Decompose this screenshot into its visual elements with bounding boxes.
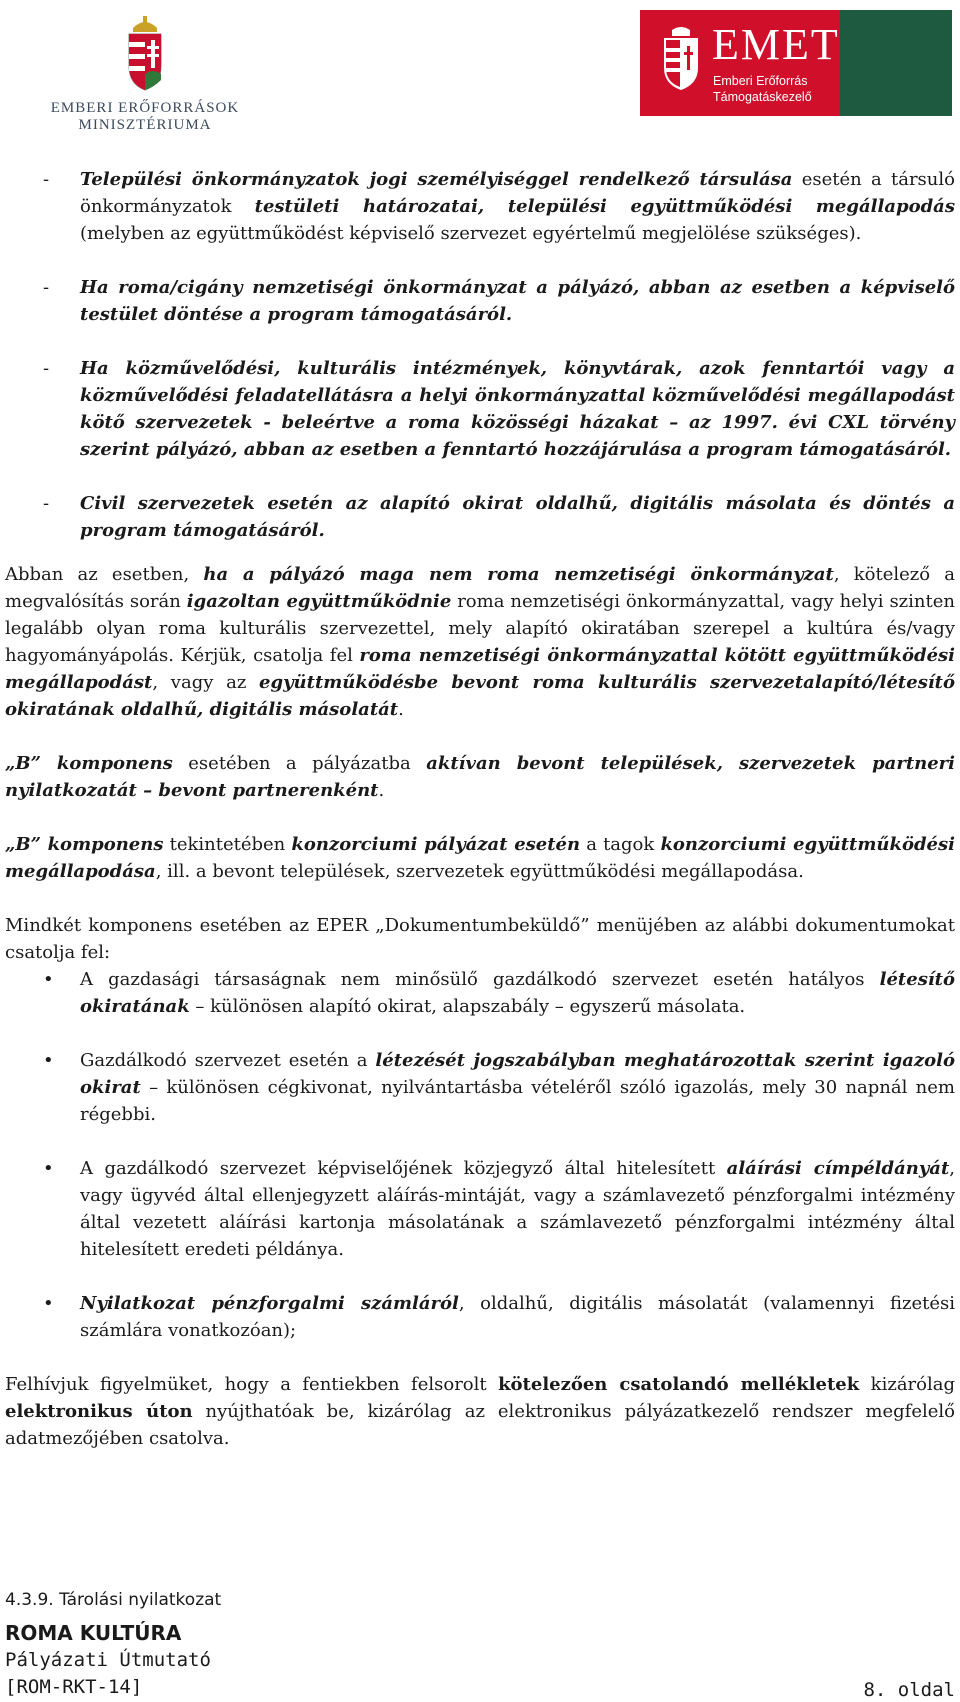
paragraph-electronic-submission: [5, 1371, 955, 1452]
dash-item-civil: [5, 490, 955, 544]
p1-f: roma nemzetiségi önkormányzattal kötött együttműködési megállapodást: [5, 645, 955, 693]
bullet-item-signature-specimen: [5, 1155, 955, 1263]
b2-a: Gazdálkodó szervezet esetén a: [80, 1050, 376, 1071]
document-body: [5, 166, 955, 1452]
document-type: Pályázati Útmutató: [5, 1649, 211, 1671]
p2-b: esetében a pályázatba: [172, 753, 427, 774]
page-footer: [5, 1590, 955, 1701]
d1-text-2: (melyben az együttműködést képviselő szervezet egyértelmű megjelölése szükséges).: [80, 223, 862, 244]
emet-subtitle-line2: Támogatáskezelő: [713, 90, 812, 104]
p1-i: .: [398, 699, 404, 720]
b3-a: A gazdálkodó szervezet képviselőjének közjegyző által hitelesített: [80, 1158, 727, 1179]
p3-c: konzorciumi pályázat esetén: [291, 834, 581, 855]
b1-b: létesítő okiratának: [80, 969, 955, 1017]
p5-b: kötelezően csatolandó mellékletek: [498, 1374, 860, 1395]
ministry-name-line2: MINISZTÉRIUMA: [78, 117, 212, 133]
p1-e: roma nemzetiségi önkormányzattal, vagy helyi szinten legalább olyan roma kulturális szervezettel, mely alapító okiratában szerepel a kultúra és/vagy hagyományápolás. Kérjük, csatolja fel: [5, 591, 955, 666]
b2-b: létezését jogszabályban meghatározottak szerint igazoló okirat: [80, 1050, 956, 1098]
page-number: 8. oldal: [863, 1679, 955, 1701]
bullet-item-existence-certificate: [5, 1047, 955, 1128]
bullet-item-founding-document: [5, 966, 955, 1020]
ministry-name-line1: EMBERI ERŐFORRÁSOK: [50, 100, 240, 116]
bullet-item-bank-account: [5, 1290, 955, 1344]
d4-text: Civil szervezetek esetén az alapító okirat oldalhű, digitális másolata és döntés a program támogatásáról.: [80, 493, 955, 541]
document-code: [ROM-RKT-14]: [5, 1676, 143, 1698]
paragraph-b-component-consortium: [5, 831, 955, 885]
p3-f: , ill. a bevont települések, szervezetek együttműködési megállapodása.: [155, 861, 804, 882]
p3-b: tekintetében: [163, 834, 292, 855]
p2-d: .: [378, 780, 385, 801]
b4-a: Nyilatkozat pénzforgalmi számláról: [80, 1293, 459, 1314]
p1-d: igazoltan együttműködnie: [186, 591, 452, 612]
dash-item-roma-government: [5, 274, 955, 328]
p3-e: konzorciumi együttműködési megállapodása: [5, 834, 955, 882]
paragraph-cooperation: [5, 561, 955, 723]
d1-emphasis-2: testületi határozatai, települési együttműködési megállapodás: [254, 196, 955, 217]
d2-text: Ha roma/cigány nemzetiségi önkormányzat a pályázó, abban az esetben a képviselő testület döntése a program támogatásáról.: [80, 277, 955, 325]
p2-c: aktívan bevont települések, szervezetek partneri nyilatkozatát – bevont partnerenként: [5, 753, 955, 801]
p2-a: „B” komponens: [5, 753, 173, 774]
d1-text: esetén a társuló önkormányzatok: [80, 169, 955, 217]
p1-h: együttműködésbe bevont roma kulturális szervezetalapító/létesítő okiratának oldalhű, digitális másolatát: [5, 672, 955, 720]
dash-marker: -: [43, 277, 50, 298]
emet-logo: [640, 10, 952, 116]
section-heading: 4.3.9. Tárolási nyilatkozat: [5, 1590, 222, 1610]
ministry-logo: [50, 14, 240, 134]
emet-subtitle-line1: Emberi Erőforrás: [713, 74, 808, 88]
p5-c: kizárólag: [859, 1374, 956, 1395]
p5-d: elektronikus úton: [5, 1401, 193, 1422]
bullet-marker: •: [43, 969, 54, 990]
p5-e: nyújthatóak be, kizárólag az elektronikus pályázatkezelő rendszer megfelelő adatmezőjében csatolva.: [5, 1401, 955, 1449]
p1-g: , vagy az: [152, 672, 260, 693]
emet-green-panel: [840, 10, 952, 116]
paragraph-documents-intro: Mindkét komponens esetében az EPER „Dokumentumbeküldő” menüjében az alábbi dokumentumokat csatolja fel:: [5, 915, 955, 963]
hungarian-coat-of-arms-icon: [119, 14, 171, 94]
b4-b: , oldalhű, digitális másolatát (valamennyi fizetési számlára vonatkozóan);: [80, 1293, 955, 1341]
p1-a: Abban az esetben,: [5, 564, 204, 585]
bullet-marker: •: [43, 1293, 54, 1314]
dash-marker: -: [43, 493, 50, 514]
p1-c: , kötelező a megvalósítás során: [5, 564, 956, 612]
b1-c: – különösen alapító okirat, alapszabály – egyszerű másolata.: [189, 996, 746, 1017]
dash-item-cultural-institutions: [5, 355, 955, 463]
emet-brand-name: EMET: [712, 20, 840, 69]
p3-a: „B” komponens: [5, 834, 164, 855]
page-header: [0, 0, 960, 150]
b3-b: aláírási címpéldányát: [726, 1158, 950, 1179]
p5-a: Felhívjuk figyelmüket, hogy a fentiekben felsorolt: [5, 1374, 499, 1395]
emet-subtitle: [713, 73, 812, 105]
p3-d: a tagok: [580, 834, 661, 855]
dash-marker: -: [43, 358, 50, 379]
bullet-marker: •: [43, 1050, 54, 1071]
p1-b: ha a pályázó maga nem roma nemzetiségi önkormányzat: [203, 564, 834, 585]
dash-item-association: [5, 166, 955, 247]
program-name: ROMA KULTÚRA: [5, 1621, 182, 1645]
d3-text: Ha közművelődési, kulturális intézmények, könyvtárak, azok fenntartói vagy a közművelődési feladatellátásra a helyi önkormányzattal közművelődési megállapodást kötő szervezetek - beleértve a roma közösségi házakat – az 1997. évi CXL törvény szerint pályázó, abban az esetben a fenntartó hozzájárulása a program támogatásáról.: [80, 358, 955, 460]
d1-emphasis: Települési önkormányzatok jogi személyiséggel rendelkező társulása: [80, 169, 793, 190]
bullet-marker: •: [43, 1158, 54, 1179]
b1-a: A gazdasági társaságnak nem minősülő gazdálkodó szervezet esetén hatályos: [80, 969, 880, 990]
emet-crest-icon: [660, 26, 702, 92]
paragraph-b-component-partners: [5, 750, 955, 804]
dash-marker: -: [43, 169, 50, 190]
b3-c: , vagy ügyvéd által ellenjegyzett aláírás-mintáját, vagy a számlavezető pénzforgalmi intézmény által vezetett aláírási kartonja másolatának a számlavezető pénzforgalmi intézmény által hitelesített eredeti példánya.: [80, 1158, 955, 1260]
b2-c: – különösen cégkivonat, nyilvántartásba vételéről szóló igazolás, mely 30 napnál nem régebbi.: [80, 1077, 955, 1125]
